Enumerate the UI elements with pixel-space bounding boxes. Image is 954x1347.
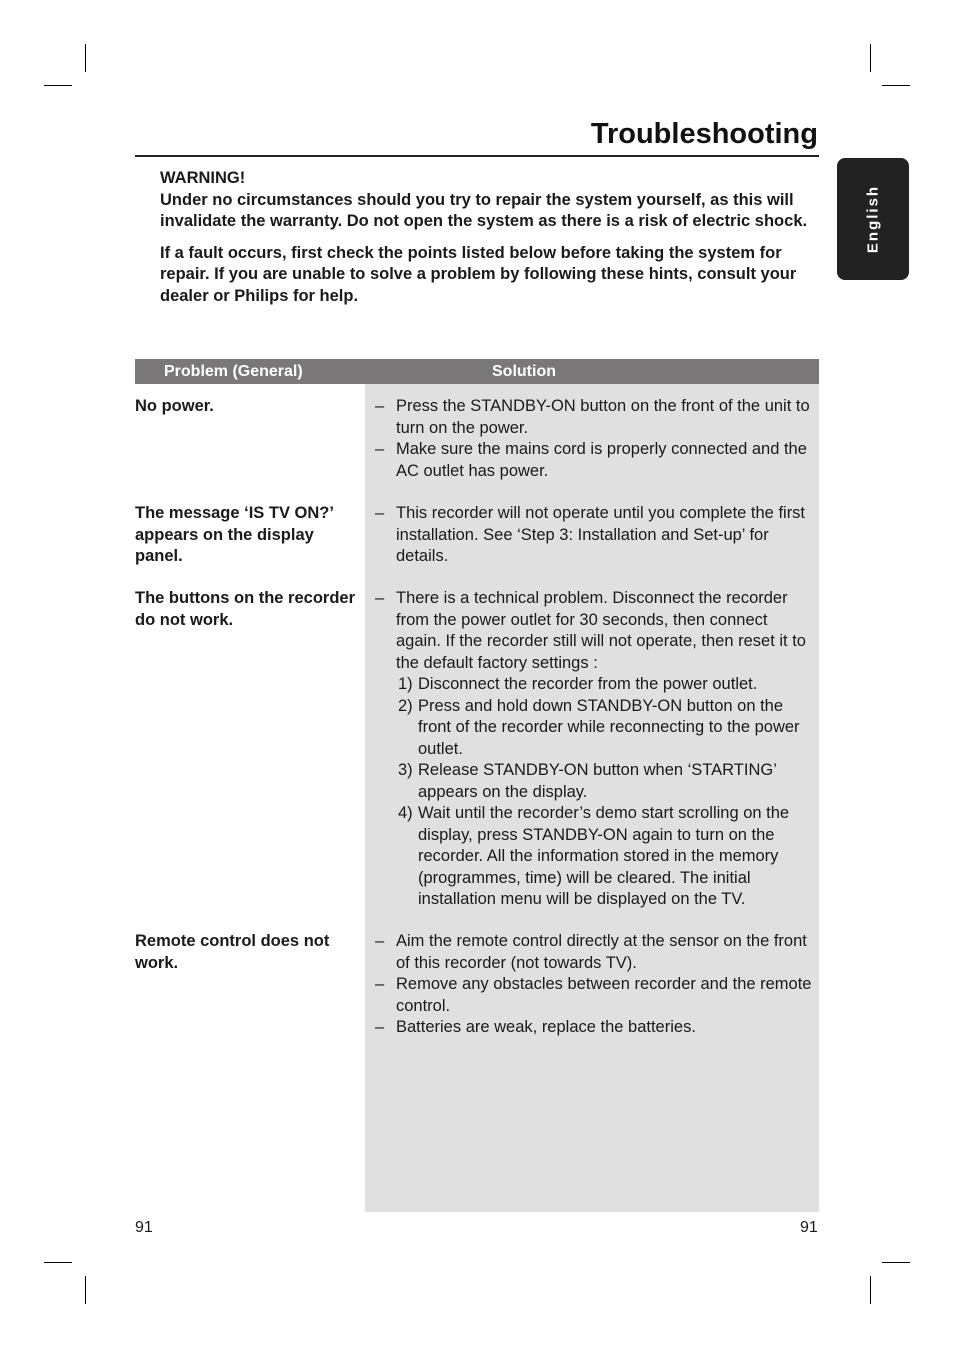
reset-step: 1) Disconnect the recorder from the power outlet. [398, 675, 758, 693]
dash-marker: – [375, 975, 385, 993]
solution-item: – This recorder will not operate until you complete the first installation. See ‘Step 3: Installation and Set-up’ for details. [375, 504, 806, 565]
solution-list [375, 931, 815, 1039]
dash-marker: – [375, 504, 385, 522]
problem-text: Remote control does not work. [135, 932, 330, 972]
warning-body: Under no circumstances should you try to repair the system yourself, as this will invalidate the warranty. Do not open the system as there is a risk of electric shock. [160, 190, 808, 230]
solution-item: – Press the STANDBY-ON button on the front of the unit to turn on the power. [375, 397, 810, 437]
language-tab-label: English [864, 184, 882, 254]
solution-item: – There is a technical problem. Disconnect the recorder from the power outlet for 30 seconds, then connect again. If the recorder still will not operate, then reset it to the default factory settings : [375, 589, 806, 672]
language-tab [837, 158, 909, 280]
reset-step: 3) Release STANDBY-ON button when ‘STARTING’ appears on the display. [398, 761, 777, 801]
dash-marker: – [375, 440, 385, 458]
warning-block [160, 168, 820, 317]
solution-item: – Make sure the mains cord is properly connected and the AC outlet has power. [375, 440, 807, 480]
warning-heading: WARNING! [160, 169, 246, 187]
crop-mark [870, 1276, 871, 1304]
crop-mark [44, 1262, 72, 1263]
reset-step: 2) Press and hold down STANDBY-ON button on the front of the recorder while reconnecting to the power outlet. [398, 696, 800, 758]
header-solution: Solution [492, 363, 556, 380]
crop-mark [85, 1276, 86, 1304]
dash-marker: – [375, 397, 385, 415]
crop-mark [44, 85, 72, 86]
page-number-right: 91 [800, 1219, 818, 1236]
crop-mark [882, 85, 910, 86]
problem-text: The message ‘IS TV ON?’ appears on the display panel. [135, 504, 334, 565]
solution-item: – Remove any obstacles between recorder and the remote control. [375, 975, 812, 1015]
table-header [135, 359, 819, 384]
problem-text: The buttons on the recorder do not work. [135, 589, 356, 629]
title-divider [135, 155, 819, 157]
crop-mark [870, 44, 871, 72]
dash-marker: – [375, 932, 385, 950]
dash-marker: – [375, 589, 385, 607]
solution-item: – Aim the remote control directly at the sensor on the front of this recorder (not towards TV). [375, 932, 807, 972]
solution-list [375, 588, 815, 911]
dash-marker: – [375, 1018, 385, 1036]
reset-step: 4) Wait until the recorder’s demo start scrolling on the display, press STANDBY-ON again to turn on the recorder. All the information stored in the memory (programmes, time) will be cleared. The initial installation menu will be displayed on the TV. [398, 804, 790, 908]
crop-mark [882, 1262, 910, 1263]
page-number-left: 91 [135, 1219, 153, 1236]
crop-mark [85, 44, 86, 72]
solution-list [375, 396, 815, 482]
warning-advice: If a fault occurs, first check the points listed below before taking the system for repair. If you are unable to solve a problem by following these hints, consult your dealer or Philips for help. [160, 243, 797, 305]
page-title: Troubleshooting [590, 118, 818, 150]
solution-list [375, 503, 815, 568]
problem-text: No power. [135, 397, 214, 415]
solution-item: – Batteries are weak, replace the batteries. [375, 1017, 815, 1039]
header-problem: Problem (General) [164, 363, 303, 380]
